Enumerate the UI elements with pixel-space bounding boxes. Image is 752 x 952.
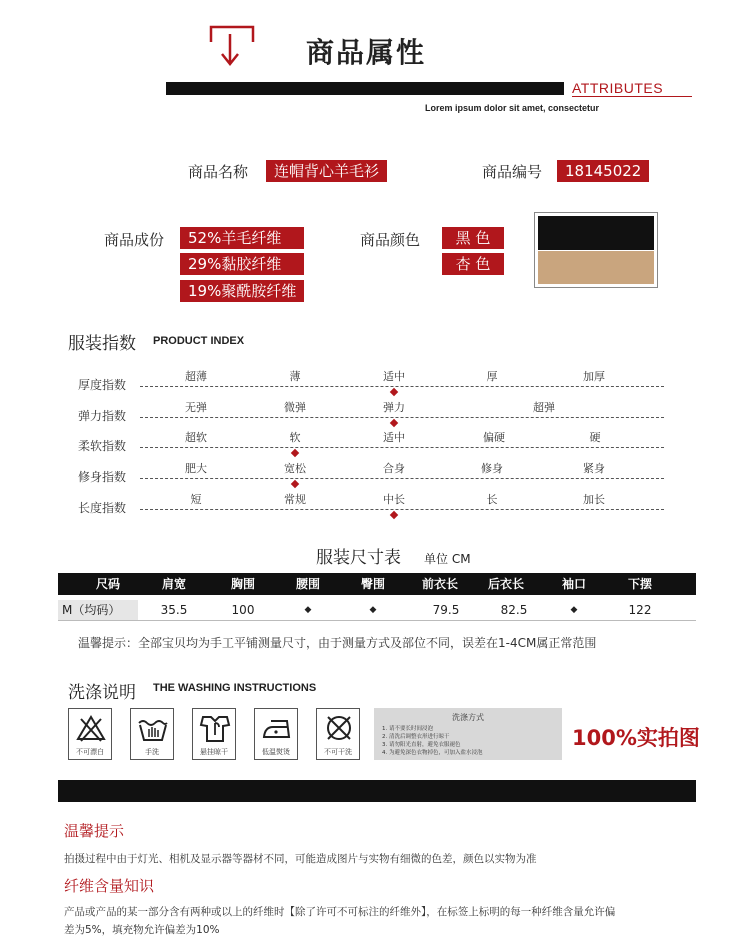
index-option: 加厚 [583,370,605,383]
wash-label: 不可漂白 [76,748,104,756]
index-row-label: 长度指数 [78,501,127,515]
index-option: 肥大 [185,462,207,475]
header-cell: 下摆 [627,577,653,591]
name-value: 连帽背心羊毛衫 [266,160,387,182]
index-option: 微弹 [284,401,306,414]
index-option: 超薄 [185,370,207,383]
footer-tip-text: 拍摄过程中由于灯光、相机及显示器等器材不同，可能造成图片与实物有细微的色差，颜色以实物为准 [64,853,537,865]
size-table-row [58,599,696,621]
size-cell: 122 [628,603,652,617]
composition-item: 52%羊毛纤维 [180,227,304,249]
real-photo-badge: 100%实拍图 [572,726,700,750]
washing-title-en: THE WASHING INSTRUCTIONS [153,682,317,694]
header-cell: 腰围 [295,577,321,591]
care-panel [374,708,562,760]
index-row-label: 弹力指数 [78,409,127,423]
size-cell: 79.5 [432,603,460,617]
swatch-apricot [538,251,654,284]
size-cell-first: M（均码） [58,600,138,620]
download-arrow-icon [208,24,256,70]
size-table-unit: 单位 CM [424,552,471,566]
size-cell: 100 [231,603,255,617]
index-option: 软 [289,431,301,444]
index-row-line [140,447,664,448]
index-option: 紧身 [583,462,605,475]
care-line: 4. 为避免深色衣物掉色，可加入盐水浸泡 [382,750,483,756]
index-row-line [140,417,664,418]
index-row-label: 修身指数 [78,470,127,484]
header-cell: 前衣长 [421,577,459,591]
header-cell: 臀围 [360,577,386,591]
size-cell: ◆ [304,605,312,615]
composition-item: 29%黏胶纤维 [180,253,304,275]
header-lorem: Lorem ipsum dolor sit amet, consectetur [425,103,600,113]
index-title: 服装指数 [68,334,136,354]
index-option: 长 [486,493,498,506]
footer-fiber-text: 产品或产品的某一部分含有两种或以上的纤维时【除了许可不可标注的纤维外】，在标签上标明的每一种纤维含量允许偏 [64,906,616,918]
footer-tip-title: 温馨提示 [64,822,125,840]
header-cell: 胸围 [230,577,256,591]
size-table-header [58,573,696,595]
size-cell: ◆ [570,605,578,615]
index-option: 厚 [486,370,498,383]
color-label: 商品颜色 [360,231,421,249]
wash-label: 手洗 [145,748,159,756]
code-label: 商品编号 [482,163,543,181]
code-value: 18145022 [557,160,649,182]
index-title-en: PRODUCT INDEX [153,335,245,347]
care-line: 1. 请不要长时间浸泡 [382,726,433,732]
hang-dry-icon [192,708,236,760]
footer-fiber-title: 纤维含量知识 [64,877,155,895]
care-line: 2. 清洗后调整衣形进行晾干 [382,734,450,740]
care-title: 洗涤方式 [452,713,484,722]
size-tip: 温馨提示：全部宝贝均为手工平铺测量尺寸，由于测量方式及部位不同，误差在1-4CM属正常范围 [78,636,597,650]
care-line: 3. 请勿阳光直射，避免衣服褪色 [382,742,461,748]
composition-item: 19%聚酰胺纤维 [180,280,304,302]
index-option: 适中 [383,370,405,383]
index-selected-marker [291,480,299,488]
wash-label: 悬挂晾干 [200,748,228,756]
wash-label: 低温熨烫 [262,748,290,756]
index-selected-marker [390,511,398,519]
header-cell: 后衣长 [487,577,525,591]
index-option: 超软 [185,431,207,444]
index-option: 合身 [383,462,405,475]
index-option: 常规 [284,493,306,506]
low-iron-icon [254,708,298,760]
index-selected-marker [390,388,398,396]
index-row-line [140,386,664,387]
header-cell: 肩宽 [161,577,187,591]
name-label: 商品名称 [188,163,249,181]
index-selected-marker [291,449,299,457]
wash-label: 不可干洗 [324,748,352,756]
color-apricot: 杏 色 [442,253,504,275]
divider-band [58,780,696,802]
header-subtitle: ATTRIBUTES [572,80,664,96]
index-option: 弹力 [383,401,405,414]
index-option: 偏硬 [483,431,505,444]
header-cell: 尺码 [95,577,121,591]
index-option: 修身 [481,462,503,475]
index-option: 中长 [383,493,405,506]
header-underline [572,96,692,97]
index-option: 短 [190,493,202,506]
index-option: 加长 [583,493,605,506]
header-cell: 袖口 [561,577,587,591]
index-option: 薄 [289,370,301,383]
composition-label: 商品成份 [104,231,165,249]
washing-title: 洗涤说明 [68,683,136,703]
index-row [78,460,668,490]
no-dry-clean-icon [316,708,360,760]
index-option: 宽松 [284,462,306,475]
index-row [78,491,668,521]
index-row-line [140,478,664,479]
size-cell: 82.5 [500,603,528,617]
index-option: 硬 [589,431,601,444]
index-row-label: 厚度指数 [78,378,127,392]
index-row-label: 柔软指数 [78,439,127,453]
index-option: 超弹 [533,401,555,414]
index-option: 无弹 [185,401,207,414]
color-black: 黑 色 [442,227,504,249]
no-bleach-icon [68,708,112,760]
size-table-title: 服装尺寸表 [316,548,401,568]
index-row-line [140,509,664,510]
index-row [78,429,668,459]
size-cell: 35.5 [160,603,188,617]
index-row [78,368,668,398]
header-bar [166,82,564,95]
footer-fiber-text: 差为5%，填充物允许偏差为10% [64,924,220,936]
hand-wash-icon [130,708,174,760]
index-option: 适中 [383,431,405,444]
index-row [78,399,668,429]
page-title: 商品属性 [306,36,427,69]
size-cell: ◆ [369,605,377,615]
swatch-black [538,216,654,250]
index-selected-marker [390,419,398,427]
